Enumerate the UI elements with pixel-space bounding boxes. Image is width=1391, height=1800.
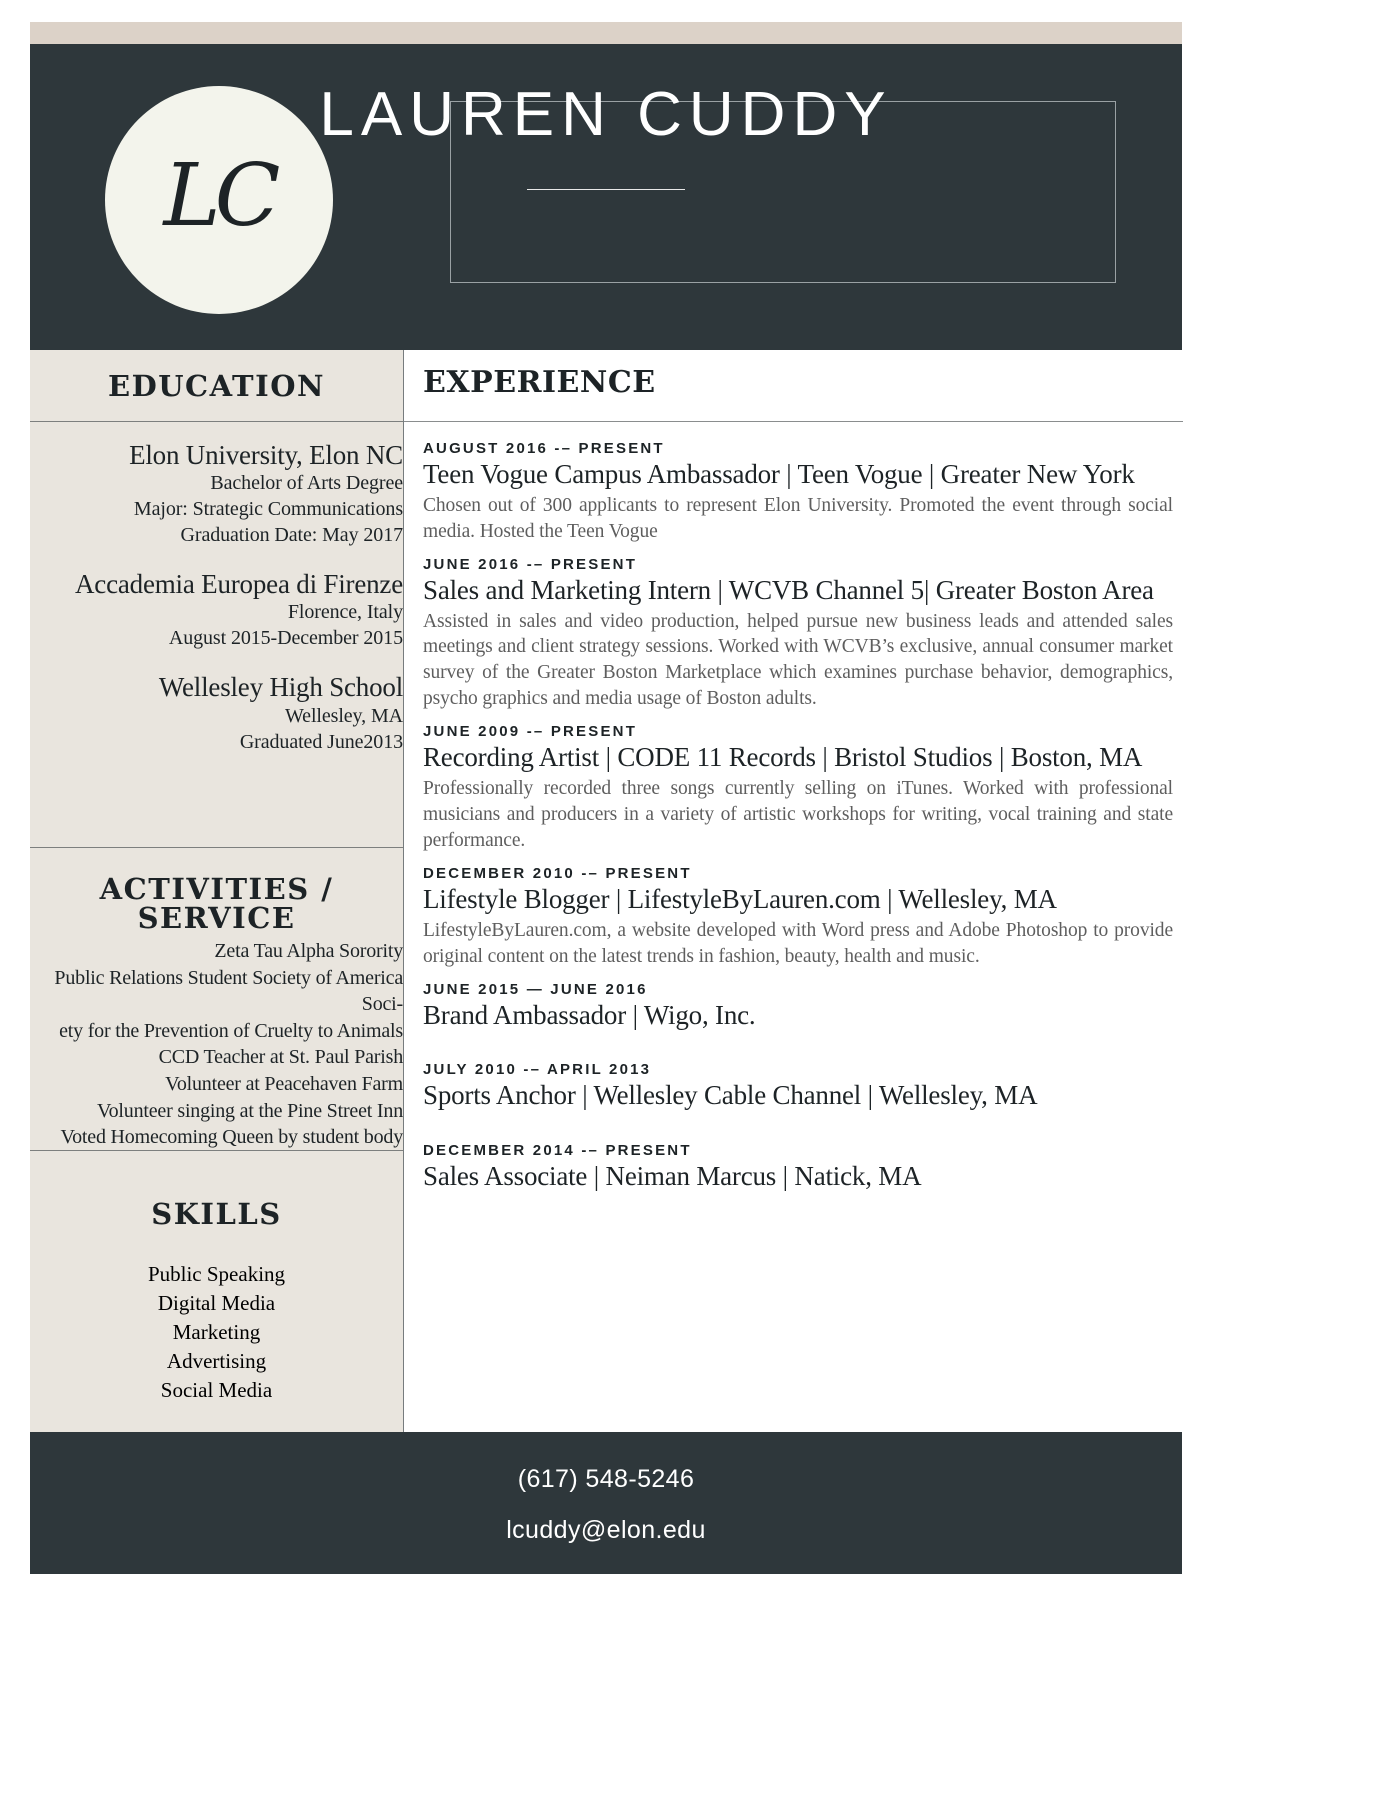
experience-title: Lifestyle Blogger | LifestyleByLauren.com | Wellesley, MA: [423, 883, 1057, 914]
education-school: Accademia Europea di Firenze: [75, 569, 403, 600]
skills-item: Digital Media: [157, 1290, 276, 1315]
experience-heading: EXPERIENCE: [423, 365, 656, 400]
name-underline-rule: [527, 189, 685, 190]
experience-entry: [423, 440, 1173, 545]
footer-email: lcuddy@elon.edu: [506, 1516, 706, 1544]
education-detail: Major: Strategic Communications: [133, 498, 403, 521]
activities-item: Voted Homecoming Queen by student body: [60, 1126, 403, 1149]
sidebar-section-activities: [30, 872, 403, 935]
resume-header: [30, 44, 1182, 350]
experience-entry: [423, 981, 1173, 1032]
activities-heading: ACTIVITIES / SERVICE: [99, 872, 334, 935]
activities-item: Volunteer at Peacehaven Farm: [165, 1072, 403, 1095]
sidebar: [30, 350, 403, 1432]
education-entry: [30, 569, 403, 651]
skills-item: Advertising: [166, 1348, 267, 1373]
education-detail: Bachelor of Arts Degree: [210, 472, 403, 495]
sidebar-section-education: [30, 369, 403, 403]
footer-phone: (617) 548-5246: [517, 1465, 695, 1493]
activities-item: Zeta Tau Alpha Sorority: [214, 940, 403, 962]
monogram-letters: LC: [163, 146, 275, 246]
skills-item: Social Media: [160, 1377, 273, 1402]
sidebar-section-skills: [30, 1197, 403, 1231]
education-heading: EDUCATION: [108, 369, 325, 403]
experience-description: Chosen out of 300 applicants to represent Elon University. Promoted the event through social media. Hosted the Teen Vogue: [423, 494, 1173, 542]
experience-entry: [423, 865, 1173, 970]
experience-date: JULY 2010 -– APRIL 2013: [423, 1061, 652, 1079]
resume-footer: [30, 1432, 1182, 1574]
experience-entry: [423, 1142, 1173, 1193]
experience-entry: [423, 1061, 1173, 1112]
main-column: [403, 350, 1182, 1432]
experience-description: Assisted in sales and video production, helped pursue new business leads and attended sales meetings and client strategy sessions. Worked with WCVB’s exclusive, annual consumer market survey of the Greater Boston Marketplace which examines purchase behavior, demographics, psycho graphics and media usage of Boston adults.: [423, 610, 1173, 710]
activities-item: Public Relations Student Society of America Soci-: [54, 966, 403, 1016]
education-detail: Wellesley, MA: [285, 704, 403, 727]
experience-description: Professionally recorded three songs currently selling on iTunes. Worked with professional musicians and producers in a variety of artistic workshops for writing, vocal training and state performance.: [423, 778, 1173, 851]
page-title: LAUREN CUDDY: [319, 80, 893, 149]
education-entry: [30, 672, 403, 754]
education-detail: Florence, Italy: [287, 601, 403, 624]
education-entries: [30, 440, 403, 776]
skills-top-rule: [30, 1150, 403, 1151]
experience-list: [423, 440, 1173, 1204]
experience-date: JUNE 2015 — JUNE 2016: [423, 980, 648, 998]
experience-title: Recording Artist | CODE 11 Records | Bristol Studios | Boston, MA: [423, 742, 1143, 773]
experience-date: DECEMBER 2014 -– PRESENT: [423, 1142, 692, 1160]
skills-item: Public Speaking: [147, 1262, 286, 1286]
education-detail: August 2015-December 2015: [168, 627, 403, 650]
top-accent-strip: [30, 22, 1182, 44]
activities-item: ety for the Prevention of Cruelty to Animals: [59, 1019, 403, 1042]
experience-title: Teen Vogue Campus Ambassador | Teen Vogue | Greater New York: [423, 459, 1135, 489]
activities-item: Volunteer singing at the Pine Street Inn: [96, 1099, 403, 1122]
education-school: Wellesley High School: [158, 672, 403, 703]
education-detail: Graduation Date: May 2017: [180, 524, 403, 547]
education-entry: [30, 440, 403, 548]
experience-date: JUNE 2016 -– PRESENT: [423, 555, 638, 573]
experience-date: JUNE 2009 -– PRESENT: [423, 723, 638, 741]
experience-title: Sales Associate | Neiman Marcus | Natick, MA: [423, 1161, 922, 1192]
education-detail: Graduated June2013: [239, 730, 403, 753]
activities-list: [30, 938, 403, 1151]
education-rule: [30, 421, 403, 422]
experience-rule: [404, 421, 1183, 422]
experience-title: Sports Anchor | Wellesley Cable Channel | Wellesley, MA: [423, 1080, 1038, 1111]
education-school: Elon University, Elon NC: [129, 440, 403, 470]
experience-title: Brand Ambassador | Wigo, Inc.: [423, 999, 756, 1030]
activities-item: CCD Teacher at St. Paul Parish: [158, 1046, 403, 1069]
experience-entry: [423, 723, 1173, 854]
skills-item: Marketing: [172, 1319, 261, 1344]
experience-description: LifestyleByLauren.com, a website developed with Word press and Adobe Photoshop to provide original content on the latest trends in fashion, beauty, health and music.: [423, 919, 1173, 967]
activities-top-rule: [30, 847, 403, 848]
skills-list: [30, 1260, 403, 1405]
experience-entry: [423, 556, 1173, 713]
experience-date: AUGUST 2016 -– PRESENT: [423, 440, 665, 457]
experience-title: Sales and Marketing Intern | WCVB Channel 5| Greater Boston Area: [423, 574, 1154, 605]
experience-date: DECEMBER 2010 -– PRESENT: [423, 864, 692, 882]
skills-heading: SKILLS: [151, 1197, 282, 1231]
